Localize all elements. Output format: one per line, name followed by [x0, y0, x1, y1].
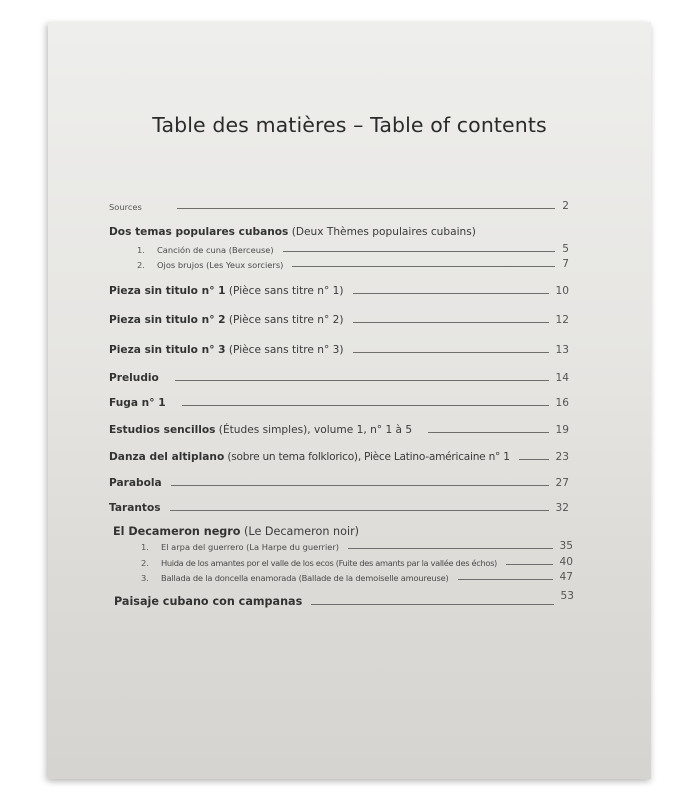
leader-line — [428, 432, 548, 433]
toc-subentry — [141, 571, 573, 583]
entry-translation: (Pièce sans titre n° 1) — [225, 285, 344, 297]
entry-label: Sources — [109, 202, 142, 212]
toc-entry — [109, 372, 569, 384]
page-number: 14 — [555, 372, 569, 384]
page-number: 5 — [562, 243, 569, 255]
entry-title: Dos temas populares cubanos — [109, 226, 289, 238]
page-number: 13 — [555, 344, 569, 356]
page-number: 40 — [559, 556, 573, 568]
toc-entry — [114, 590, 574, 608]
entry-title: Paisaje cubano con campanas — [114, 595, 303, 608]
leader-line — [182, 405, 549, 406]
page-number: 53 — [560, 590, 574, 602]
entry-title: El Decameron negro — [113, 525, 241, 538]
page-number: 2 — [562, 200, 569, 212]
subentry-label: Canción de cuna (Berceuse) — [157, 245, 274, 255]
subentry-label: Huida de los amantes por el valle de los ecos (Fuite des amants par la vallée des échos) — [161, 558, 497, 568]
subentry-label: Ballada de la doncella enamorada (Ballade de la demoiselle amoureuse) — [161, 573, 449, 583]
leader-line — [177, 208, 555, 209]
entry-title: Pieza sin titulo n° 2 — [109, 314, 226, 326]
toc-subentry — [141, 540, 573, 552]
toc-entry — [109, 314, 569, 326]
toc-heading-dos-temas — [109, 226, 476, 238]
toc-subentry — [137, 258, 569, 270]
toc-entry — [109, 285, 569, 297]
leader-line — [170, 510, 549, 511]
entry-translation: (Pièce sans titre n° 2) — [225, 314, 344, 326]
toc-entry — [109, 397, 569, 409]
entry-translation: (Le Decameron noir) — [240, 525, 360, 538]
toc-entry — [109, 477, 569, 489]
leader-line — [311, 604, 553, 605]
toc-heading-decameron — [113, 525, 359, 538]
page-number: 16 — [555, 397, 569, 409]
subentry-number: 3. — [141, 573, 149, 583]
leader-line — [458, 579, 553, 580]
entry-translation: (Deux Thèmes populaires cubains) — [288, 226, 476, 238]
subentry-number: 1. — [137, 245, 145, 255]
page-number: 12 — [555, 314, 569, 326]
leader-line — [353, 352, 549, 353]
toc-entry-sources — [109, 200, 569, 212]
page-number: 23 — [555, 451, 569, 463]
toc-entry — [109, 451, 569, 463]
leader-line — [353, 322, 549, 323]
entry-title: Estudios sencillos — [109, 424, 216, 436]
entry-title: Parabola — [109, 477, 162, 489]
toc-entry — [109, 424, 569, 436]
page-number: 19 — [555, 424, 569, 436]
page-number: 32 — [555, 502, 569, 514]
leader-line — [353, 293, 549, 294]
page-title: Table des matières – Table of contents — [152, 113, 547, 137]
subentry-label: El arpa del guerrero (La Harpe du guerrier) — [161, 542, 340, 552]
entry-title: Pieza sin titulo n° 1 — [109, 285, 226, 297]
entry-translation: (sobre un tema folklorico), Pièce Latino-américaine n° 1 — [224, 451, 510, 463]
subentry-number: 1. — [141, 542, 149, 552]
leader-line — [175, 380, 549, 381]
page-number: 35 — [559, 540, 573, 552]
leader-line — [506, 564, 553, 565]
subentry-label: Ojos brujos (Les Yeux sorciers) — [157, 260, 284, 270]
subentry-number: 2. — [141, 558, 149, 568]
entry-translation: (Études simples), volume 1, n° 1 à 5 — [215, 424, 413, 436]
page-number: 47 — [559, 571, 573, 583]
entry-title: Fuga n° 1 — [109, 397, 166, 409]
leader-line — [292, 266, 555, 267]
toc-entry — [109, 344, 569, 356]
entry-title: Danza del altiplano — [109, 451, 225, 463]
leader-line — [283, 251, 556, 252]
entry-title: Pieza sin titulo n° 3 — [109, 344, 226, 356]
entry-title: Preludio — [109, 372, 159, 384]
toc-subentry — [137, 243, 569, 255]
entry-translation: (Pièce sans titre n° 3) — [225, 344, 344, 356]
leader-line — [519, 459, 549, 460]
toc-subentry — [141, 556, 573, 568]
page-number: 27 — [555, 477, 569, 489]
page-number: 10 — [555, 285, 569, 297]
entry-title: Tarantos — [109, 502, 161, 514]
page-number: 7 — [562, 258, 569, 270]
subentry-number: 2. — [137, 260, 145, 270]
toc-entry — [109, 502, 569, 514]
leader-line — [171, 485, 549, 486]
document-page — [48, 22, 651, 779]
leader-line — [348, 548, 553, 549]
